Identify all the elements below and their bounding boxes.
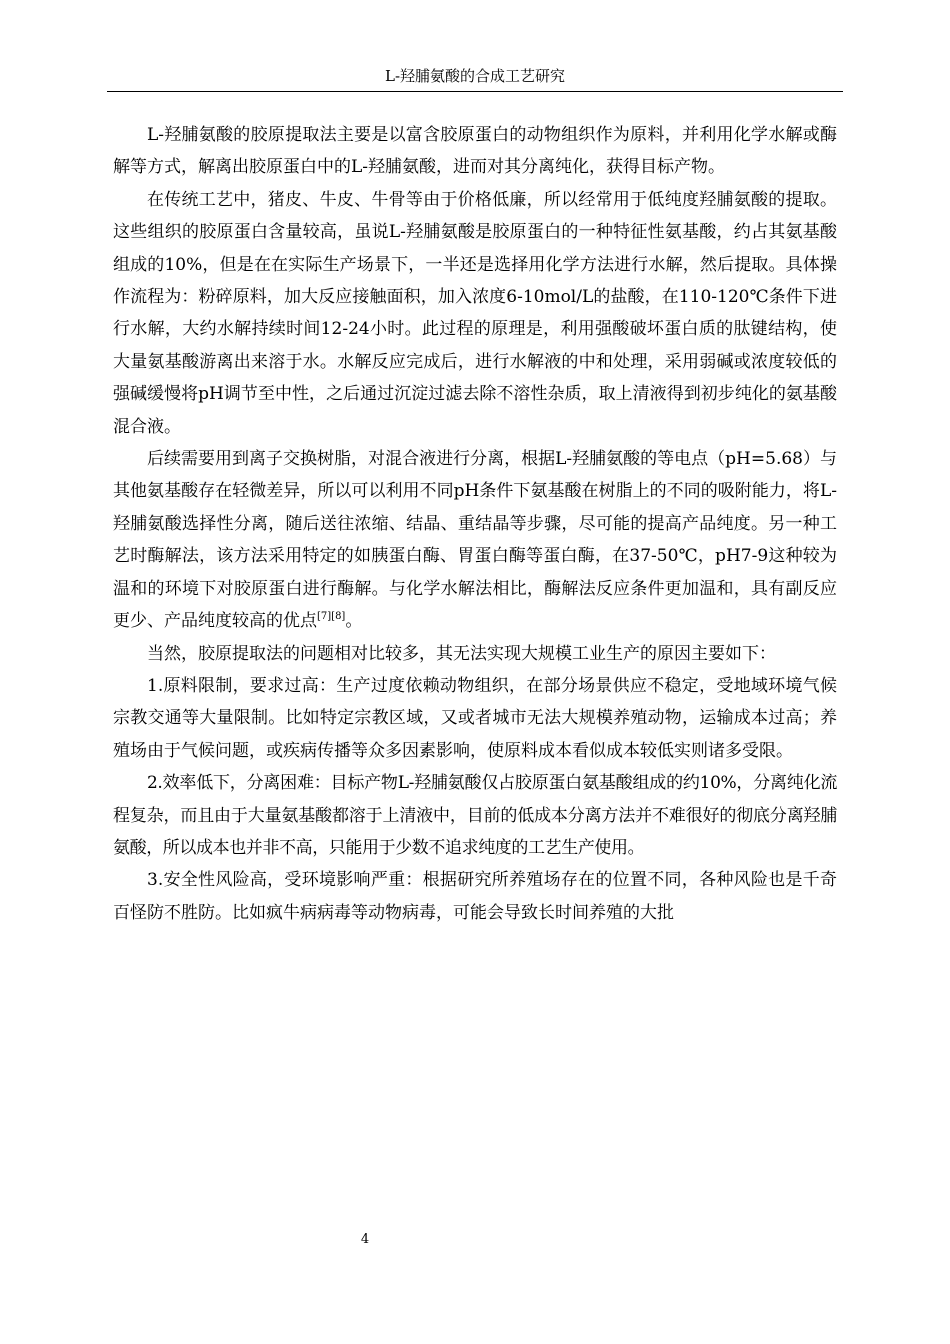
list-item-raw-material: 1.原料限制，要求过高：生产过度依赖动物组织，在部分场景供应不稳定，受地域环境气候宗教交通等大量限制。比如特定宗教区域，又或者城市无法大规模养殖动物，运输成本过高；养殖场由于气候问题，或疾病传播等众多因素影响，使原料成本看似成本较低实则诸多受限。 xyxy=(113,675,837,761)
body-text xyxy=(113,119,837,929)
paragraph-intro: L-羟脯氨酸的胶原提取法主要是以富含胶原蛋白的动物组织作为原料，并利用化学水解或酶解等方式，解离出胶原蛋白中的L-羟脯氨酸，进而对其分离纯化，获得目标产物。 xyxy=(113,125,837,178)
paragraph-ion-exchange-tail: 。 xyxy=(345,611,363,632)
page-number: 4 xyxy=(360,1232,370,1247)
paragraph-ion-exchange-text: 后续需要用到离子交换树脂，对混合液进行分离，根据L-羟脯氨酸的等电点（pH=5.68）与其他氨基酸存在轻微差异，所以可以利用不同pH条件下氨基酸在树脂上的不同的吸附能力，将L-羟脯氨酸选择性分离，随后送往浓缩、结晶、重结晶等步骤，尽可能的提高产品纯度。另一种工艺时酶解法，该方法采用特定的如胰蛋白酶、胃蛋白酶等蛋白酶，在37-50℃，pH7-9这种较为温和的环境下对胶原蛋白进行酶解。与化学水解法相比，酶解法反应条件更加温和，具有副反应更少、产品纯度较高的优点 xyxy=(113,449,837,632)
running-header: L-羟脯氨酸的合成工艺研究 xyxy=(384,67,566,85)
paragraph-problems-intro: 当然，胶原提取法的问题相对比较多，其无法实现大规模工业生产的原因主要如下： xyxy=(147,643,776,664)
list-item-safety: 3.安全性风险高，受环境影响严重：根据研究所养殖场存在的位置不同，各种风险也是千奇百怪防不胜防。比如疯牛病病毒等动物病毒，可能会导致长时间养殖的大批 xyxy=(113,870,837,923)
citation-superscript: [7][8] xyxy=(317,611,346,623)
header-rule xyxy=(107,91,843,92)
paragraph-ion-exchange-enzymolysis xyxy=(113,443,837,637)
list-item-efficiency: 2.效率低下，分离困难：目标产物L-羟脯氨酸仅占胶原蛋白氨基酸组成的约10%，分离纯化流程复杂，而且由于大量氨基酸都溶于上清液中，目前的低成本分离方法并不难很好的彻底分离羟脯氨酸，所以成本也并非不高，只能用于少数不追求纯度的工艺生产使用。 xyxy=(113,773,837,858)
paragraph-traditional-process: 在传统工艺中，猪皮、牛皮、牛骨等由于价格低廉，所以经常用于低纯度羟脯氨酸的提取。这些组织的胶原蛋白含量较高，虽说L-羟脯氨酸是胶原蛋白的一种特征性氨基酸，约占其氨基酸组成的10%，但是在在实际生产场景下，一半还是选择用化学方法进行水解，然后提取。具体操作流程为：粉碎原料，加大反应接触面积，加入浓度6-10mol/L的盐酸，在110-120℃条件下进行水解，大约水解持续时间12-24小时。此过程的原理是，利用强酸破坏蛋白质的肽键结构，使大量氨基酸游离出来溶于水。水解反应完成后，进行水解液的中和处理，采用弱碱或浓度较低的强碱缓慢将pH调节至中性，之后通过沉淀过滤去除不溶性杂质，取上清液得到初步纯化的氨基酸混合液。 xyxy=(113,189,837,437)
